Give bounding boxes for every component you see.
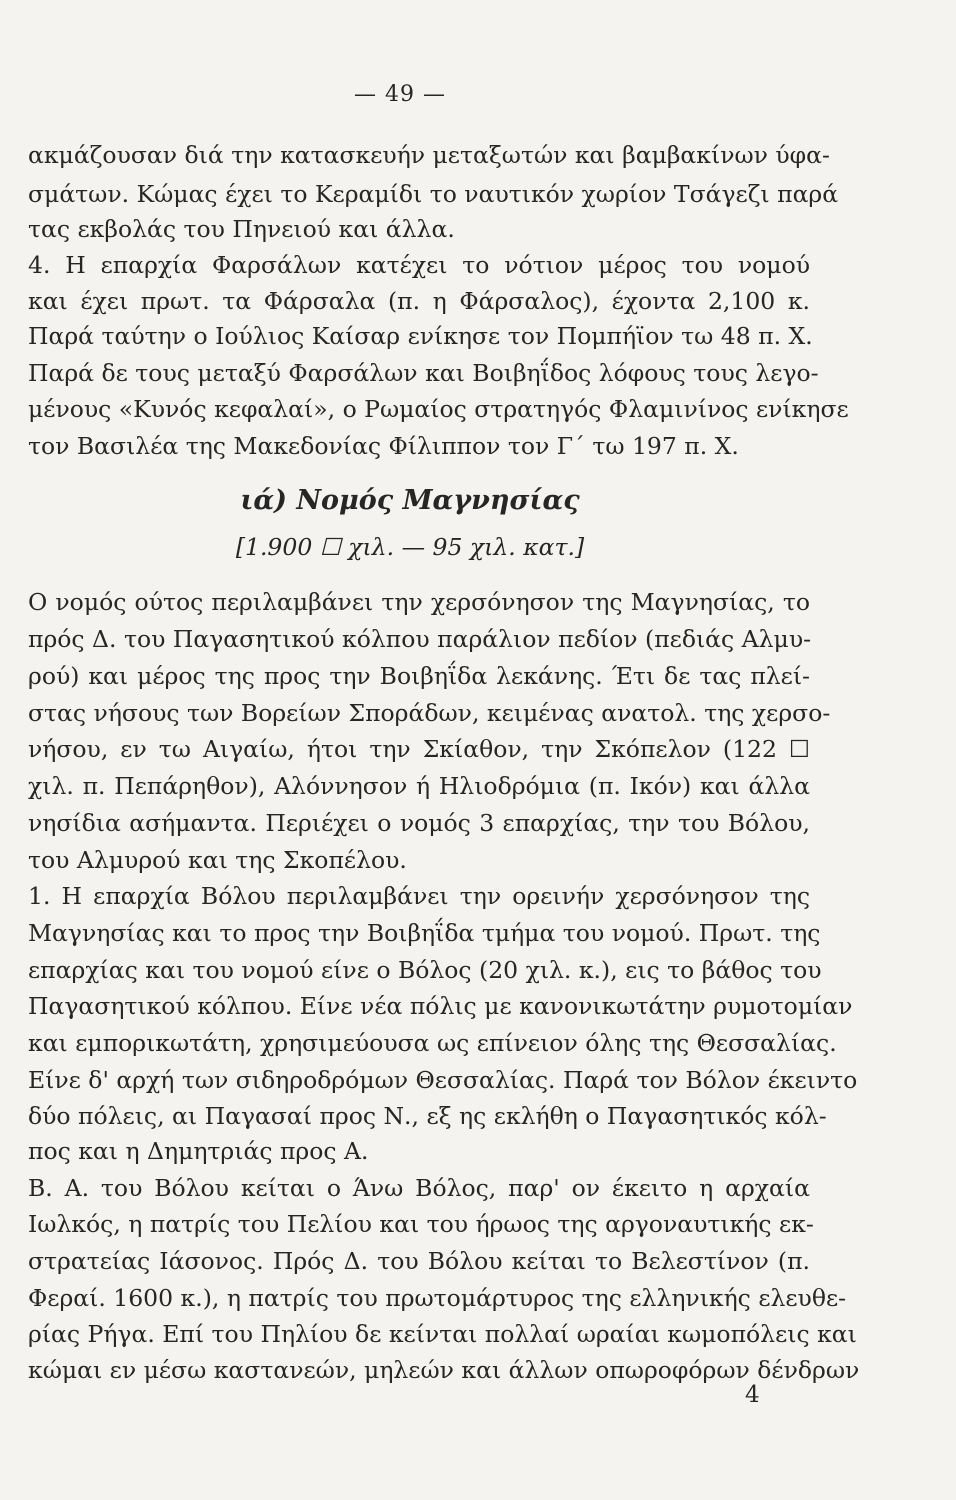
text-line: ακμάζουσαν διά την κατασκευήν μεταξωτών και βαμβακίνων ύφα- xyxy=(28,141,830,169)
text-line: σμάτων. Κώμας έχει το Κεραμίδι το ναυτικόν χωρίον Τσάγεζι παρά xyxy=(28,180,839,208)
section-subheading: [1.900 ☐ χιλ. — 95 χιλ. κατ.] xyxy=(235,533,585,561)
text-line: Παρά δε τους μεταξύ Φαρσάλων και Βοιβηΐδος λόφους τους λεγο- xyxy=(28,359,819,387)
text-line: και εμπορικωτάτη, χρησιμεύουσα ως επίνειον όλης της Θεσσαλίας. xyxy=(28,1029,837,1057)
text-line: Είνε δ' αρχή των σιδηροδρόμων Θεσσαλίας. Παρά τον Βόλον έκειντο xyxy=(28,1066,858,1094)
text-line: δύο πόλεις, αι Παγασαί προς Ν., εξ ης εκλήθη ο Παγασητικός κόλ- xyxy=(28,1102,827,1130)
text-line: τας εκβολάς του Πηνειού και άλλα. xyxy=(28,215,455,243)
text-line: και έχει πρωτ. τα Φάρσαλα (π. η Φάρσαλος), έχοντα 2,100 κ. xyxy=(28,287,810,315)
text-line: ρού) και μέρος της προς την Βοιβηΐδα λεκάνης. Έτι δε τας πλεί- xyxy=(28,662,810,690)
section-heading: ιά) Νομός Μαγνησίας xyxy=(240,485,580,516)
page-number: — 49 — xyxy=(354,82,446,107)
text-line: 1. Η επαρχία Βόλου περιλαμβάνει την ορεινήν χερσόνησον της xyxy=(28,882,810,910)
text-line: 4. Η επαρχία Φαρσάλων κατέχει το νότιον μέρος του νομού xyxy=(28,251,810,279)
text-line: Παρά ταύτην ο Ιούλιος Καίσαρ ενίκησε τον Πομπήϊον τω 48 π. Χ. xyxy=(28,322,813,350)
text-line: μένους «Κυνός κεφαλαί», ο Ρωμαίος στρατηγός Φλαμινίνος ενίκησε xyxy=(28,395,849,423)
text-line: στας νήσους των Βορείων Σποράδων, κειμένας ανατολ. της χερσο- xyxy=(28,699,831,727)
text-line: πρός Δ. του Παγασητικού κόλπου παράλιον πεδίον (πεδιάς Αλμυ- xyxy=(28,625,812,653)
text-line: νήσου, εν τω Αιγαίω, ήτοι την Σκίαθον, την Σκόπελον (122 ☐ xyxy=(28,735,810,763)
text-line: Ο νομός ούτος περιλαμβάνει την χερσόνησον της Μαγνησίας, το xyxy=(28,588,810,616)
text-line: επαρχίας και του νομού είνε ο Βόλος (20 χιλ. κ.), εις το βάθος του xyxy=(28,956,822,984)
text-line: στρατείας Ιάσονος. Πρός Δ. του Βόλου κείται το Βελεστίνον (π. xyxy=(28,1247,810,1275)
text-line: Ιωλκός, η πατρίς του Πελίου και του ήρωος της αργοναυτικής εκ- xyxy=(28,1210,814,1238)
text-line: τον Βασιλέα της Μακεδονίας Φίλιππον τον Γ΄ τω 197 π. Χ. xyxy=(28,432,739,460)
text-line: πος και η Δημητριάς προς Α. xyxy=(28,1137,369,1165)
text-line: Β. Α. του Βόλου κείται ο Άνω Βόλος, παρ' ον έκειτο η αρχαία xyxy=(28,1174,810,1202)
text-line: Φεραί. 1600 κ.), η πατρίς του πρωτομάρτυρος της ελληνικής ελευθε- xyxy=(28,1284,847,1312)
text-line: ρίας Ρήγα. Επί του Πηλίου δε κείνται πολλαί ωραίαι κωμοπόλεις και xyxy=(28,1320,857,1348)
text-line: Παγασητικού κόλπου. Είνε νέα πόλις με κανονικωτάτην ρυμοτομίαν xyxy=(28,992,853,1020)
text-line: κώμαι εν μέσω καστανεών, μηλεών και άλλων οπωροφόρων δένδρων xyxy=(28,1356,860,1384)
signature-mark: 4 xyxy=(745,1382,760,1408)
text-line: Μαγνησίας και το προς την Βοιβηΐδα τμήμα του νομού. Πρωτ. της xyxy=(28,919,821,947)
text-line: χιλ. π. Πεπάρηθον), Αλόννησον ή Ηλιοδρόμια (π. Ικόν) και άλλα xyxy=(28,772,810,800)
text-line: του Αλμυρού και της Σκοπέλου. xyxy=(28,846,407,874)
text-line: νησίδια ασήμαντα. Περιέχει ο νομός 3 επαρχίας, την του Βόλου, xyxy=(28,809,810,837)
